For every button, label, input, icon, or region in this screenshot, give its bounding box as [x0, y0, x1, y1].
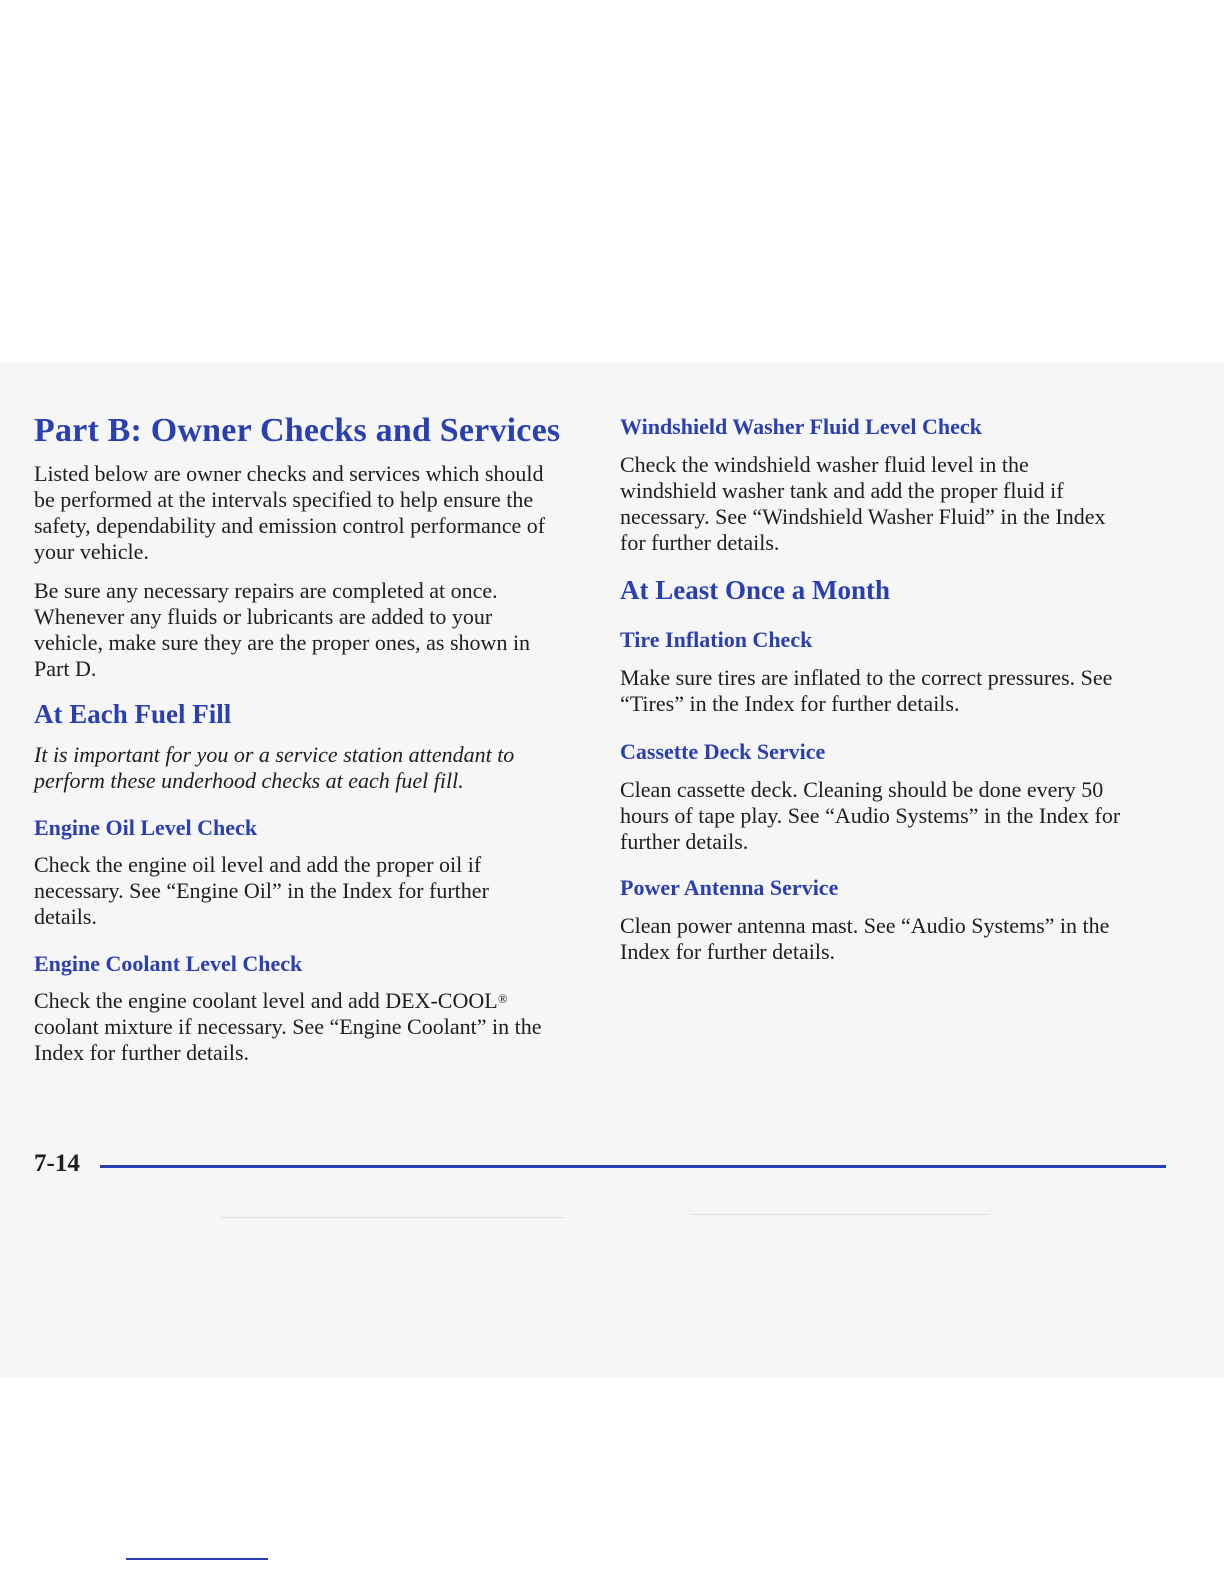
cassette-deck-text: Clean cassette deck. Cleaning should be done every 50 hours of tape play. See “Audio Systems” in the Index for further details. [620, 777, 1121, 854]
intro-paragraph-1: Listed below are owner checks and services which should be performed at the intervals specified to help ensure the safety, dependability and emission control performance of your vehicle. [34, 461, 546, 564]
section-title-fuel-fill: At Each Fuel Fill [34, 699, 232, 729]
washer-fluid-text: Check the windshield washer fluid level in the windshield washer tank and add the proper fluid if necessary. See “Windshield Washer Fluid” in the Index for further details. [620, 452, 1106, 555]
faint-rule-right [690, 1214, 990, 1215]
intro-paragraph-2: Be sure any necessary repairs are completed at once. Whenever any fluids or lubricants are added to your vehicle, make sure they are the proper ones, as shown in Part D. [34, 578, 531, 681]
footer-rule [100, 1165, 1166, 1168]
part-title: Part B: Owner Checks and Services [34, 412, 561, 449]
subtitle-engine-coolant: Engine Coolant Level Check [34, 951, 303, 976]
section-title-monthly: At Least Once a Month [620, 575, 890, 605]
engine-coolant-text-end: coolant mixture if necessary. See “Engine Coolant” in the Index for further details. [34, 1014, 542, 1065]
bottom-rule [126, 1558, 268, 1560]
engine-coolant-text [34, 988, 564, 1066]
subtitle-engine-oil: Engine Oil Level Check [34, 815, 258, 840]
subtitle-power-antenna: Power Antenna Service [620, 875, 839, 900]
tire-inflation-text: Make sure tires are inflated to the correct pressures. See “Tires” in the Index for further details. [620, 665, 1113, 716]
subtitle-washer-fluid: Windshield Washer Fluid Level Check [620, 414, 982, 439]
registered-mark: ® [497, 991, 508, 1006]
faint-rule-left [220, 1217, 565, 1218]
fuel-fill-note: It is important for you or a service station attendant to perform these underhood checks at each fuel fill. [34, 742, 515, 793]
engine-oil-text: Check the engine oil level and add the proper oil if necessary. See “Engine Oil” in the Index for further details. [34, 852, 489, 929]
subtitle-tire-inflation: Tire Inflation Check [620, 627, 813, 652]
engine-coolant-text-start: Check the engine coolant level and add DEX-COOL [34, 988, 498, 1013]
power-antenna-text: Clean power antenna mast. See “Audio Systems” in the Index for further details. [620, 913, 1110, 964]
page-number: 7-14 [34, 1150, 80, 1177]
subtitle-cassette-deck: Cassette Deck Service [620, 739, 826, 764]
